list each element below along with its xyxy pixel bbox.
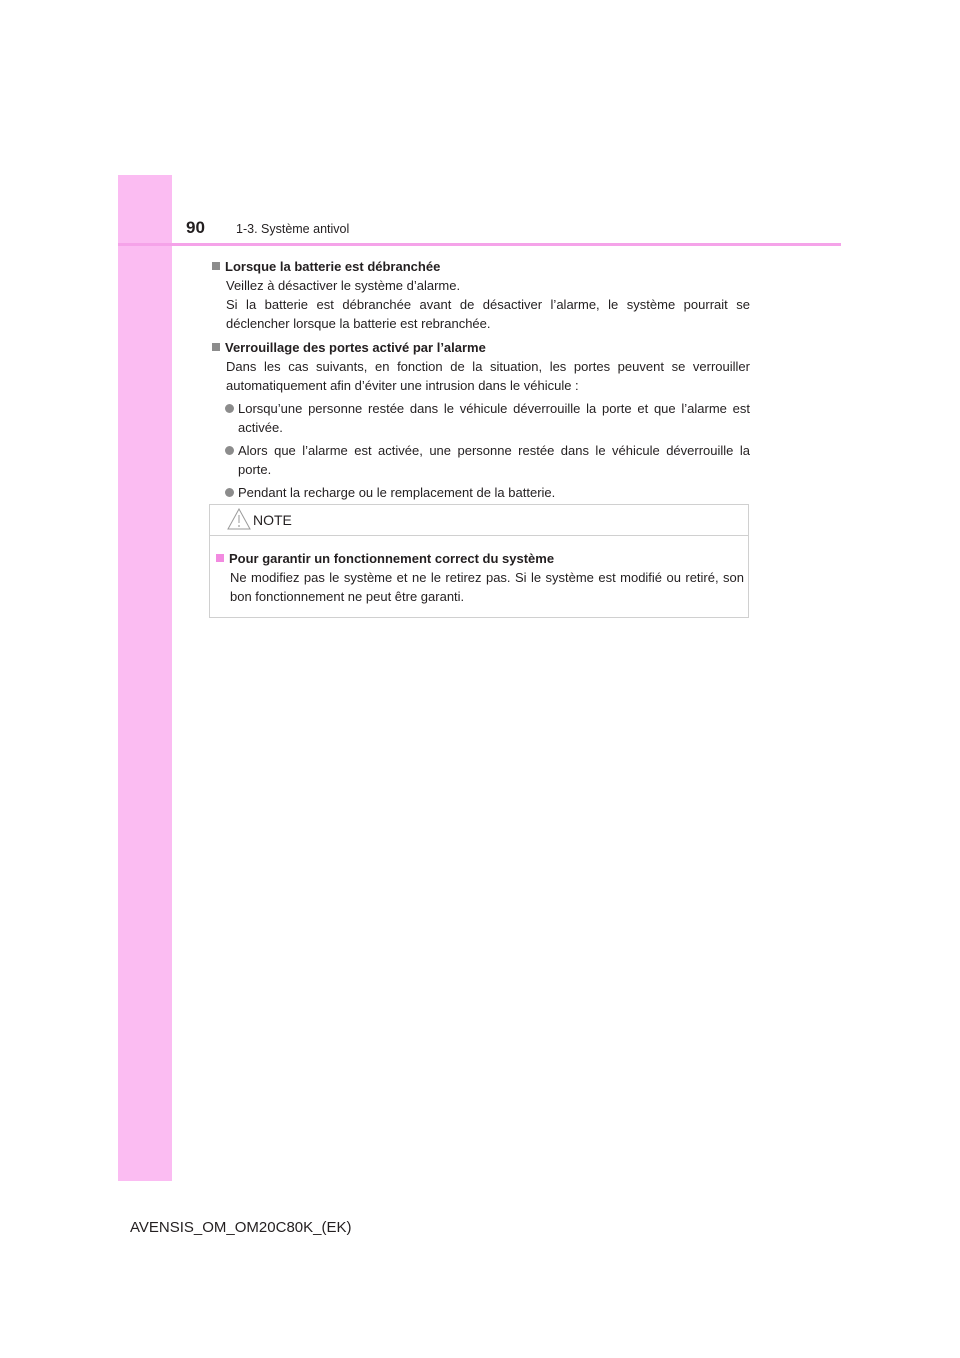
bullet-list [212, 399, 750, 502]
paragraph-line: déclencher lorsque la batterie est rebranchée. [226, 316, 491, 331]
section-title: 1-3. Système antivol [236, 222, 350, 236]
circle-bullet-icon [225, 488, 234, 497]
main-content [212, 255, 750, 506]
circle-bullet-icon [225, 446, 234, 455]
section-heading-battery: Lorsque la batterie est débranchée [212, 257, 750, 276]
list-item: Pendant la recharge ou le remplacement de la batterie. [212, 483, 750, 502]
circle-bullet-icon [225, 404, 234, 413]
note-title: NOTE [253, 512, 292, 528]
note-header [210, 505, 748, 536]
document-code: AVENSIS_OM_OM20C80K_(EK) [130, 1219, 352, 1236]
header-rule [118, 243, 841, 246]
side-tab-band [118, 175, 172, 1181]
note-text: Ne modifiez pas le système et ne le retirez pas. Si le système est modifié ou retiré, son bon fonctionnement ne peut être garanti. [230, 570, 744, 604]
section-heading-door-lock: Verrouillage des portes activé par l’alarme [212, 338, 750, 357]
paragraph-line: Si la batterie est débranchée avant de désactiver l’alarme, le système pourrait se [226, 297, 750, 312]
paragraph-line: Veillez à désactiver le système d’alarme. [226, 278, 461, 293]
list-item: Lorsqu’une personne restée dans le véhicule déverrouille la porte et que l’alarme est activée. [212, 399, 750, 437]
square-bullet-icon [216, 554, 224, 562]
paragraph-line: automatiquement afin d’éviter une intrusion dans le véhicule : [226, 378, 579, 393]
list-item: Alors que l’alarme est activée, une personne restée dans le véhicule déverrouille la porte. [212, 441, 750, 479]
page-number: 90 [186, 218, 205, 237]
square-bullet-icon [212, 262, 220, 270]
square-bullet-icon [212, 343, 220, 351]
note-body [216, 547, 744, 606]
paragraph-line: Dans les cas suivants, en fonction de la situation, les portes peuvent se verrouiller [226, 359, 750, 374]
note-heading: Pour garantir un fonctionnement correct du système [216, 549, 744, 568]
note-box [209, 504, 749, 618]
warning-triangle-icon [227, 508, 251, 530]
